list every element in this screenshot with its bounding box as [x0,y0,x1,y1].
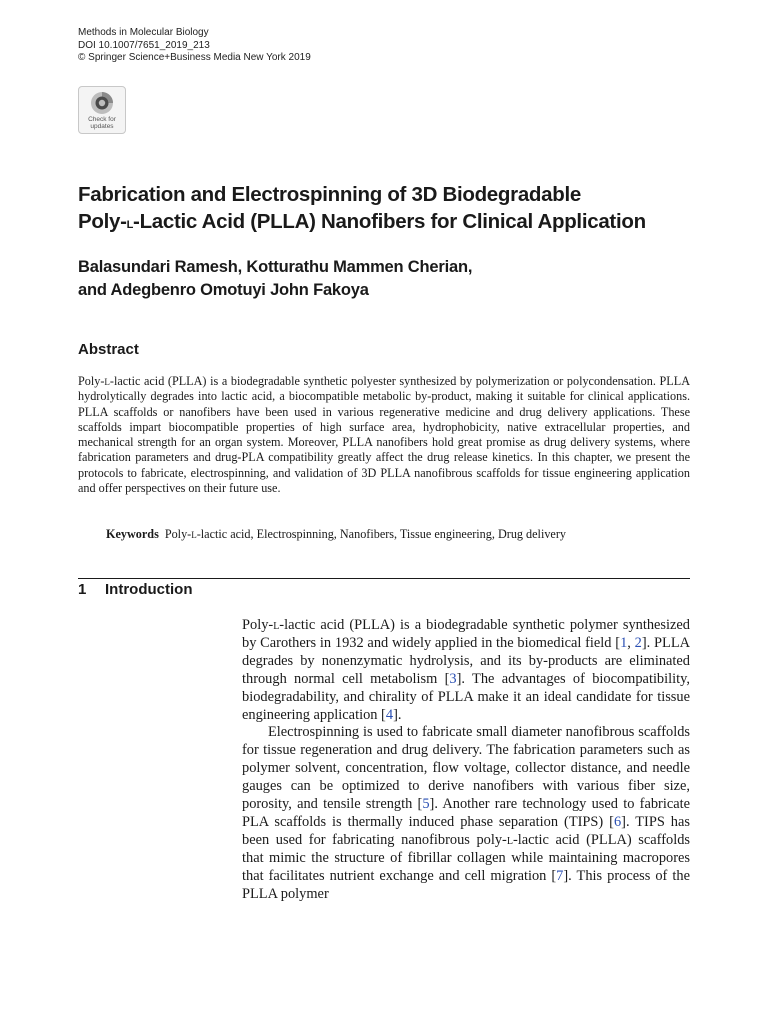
reference-link[interactable]: 3 [449,670,457,687]
intro-paragraph-2: Electrospinning is used to fabricate small diameter nanofibrous scaffolds for tissue regeneration and drug delivery. The fabrication parameters such as polymer solvent, concentration, flow voltage, collector distance, and needle gauges can be optimized to derive nanofibers with various fiber size, porosity, and tensile strength [5]. Another rare technology used to fabricate PLA scaffolds is thermally induced phase separation (TIPS) [6]. TIPS has been used for fabricating nanofibrous poly-l-lactic acid (PLLA) scaffolds that mimic the structure of fibrillar collagen while maintaining macropores that facilitates nutrient exchange and cell migration [7]. This process of the PLLA polymer [242,724,690,902]
check-for-updates-icon [90,91,114,115]
reference-link[interactable]: 7 [556,867,564,884]
introduction-body [242,617,690,904]
doi[interactable]: DOI 10.1007/7651_2019_213 [78,39,210,51]
section-divider [78,578,690,579]
abstract-text: Poly-l-lactic acid (PLLA) is a biodegradable synthetic polyester synthesized by polymerization or polycondensation. PLLA hydrolytically degrades into lactic acid, a biocompatible metabolic by-product, making it suitable for clinical applications. PLLA scaffolds or nanofibers have been used in various regenerative medicine and drug delivery applications. These scaffolds impart biocompatible properties of high surface area, hydrophobicity, native extracellular properties, and mechanical strength for an organ system. Moreover, PLLA nanofibers hold great promise as drug delivery systems, where fabrication parameters and drug-PLA compatibility greatly affect the drug release kinetics. In this chapter, we present the protocols to fabricate, electrospinning, and validation of 3D PLLA nanofibrous scaffolds for tissue engineering application and offer perspectives on their future use. [78,374,690,496]
keywords-label: Keywords [106,527,159,541]
badge-line-2: updates [90,123,114,130]
section-title: Introduction [105,581,193,598]
keywords-line: Keywords Poly-l-lactic acid, Electrospinning, Nanofibers, Tissue engineering, Drug delivery [106,527,566,541]
chapter-header [78,27,311,65]
badge-line-1: Check for [88,116,116,123]
section-number: 1 [78,581,87,598]
section-heading [78,581,192,598]
intro-paragraph-1: Poly-l-lactic acid (PLLA) is a biodegradable synthetic polymer synthesized by Carothers in 1932 and widely applied in the biomedical field [1, 2]. PLLA degrades by nonenzymatic hydrolysis, and its by-products are eliminated through normal cell metabolism [3]. The advantages of biocompatibility, biodegradability, and chirality of PLLA make it an ideal candidate for tissue engineering application [4]. [242,617,691,723]
journal-name: Methods in Molecular Biology [78,27,209,38]
reference-link[interactable]: 1 [620,634,628,651]
authors-line-2: and Adegbenro Omotuyi John Fakoya [78,281,369,299]
reference-link[interactable]: 6 [613,813,622,830]
reference-link[interactable]: 5 [422,796,430,813]
chapter-title: Fabrication and Electrospinning of 3D Biodegradable Poly-l-Lactic Acid (PLLA) Nanofibers for Clinical Application [78,183,646,233]
author-list [78,256,718,302]
reference-link[interactable]: 2 [634,634,642,651]
authors-line-1: Balasundari Ramesh, Kotturathu Mammen Cherian, [78,258,473,276]
check-for-updates-badge[interactable] [78,86,126,134]
reference-link[interactable]: 4 [385,706,394,723]
copyright: © Springer Science+Business Media New York 2019 [78,52,311,63]
abstract-heading: Abstract [78,341,139,358]
